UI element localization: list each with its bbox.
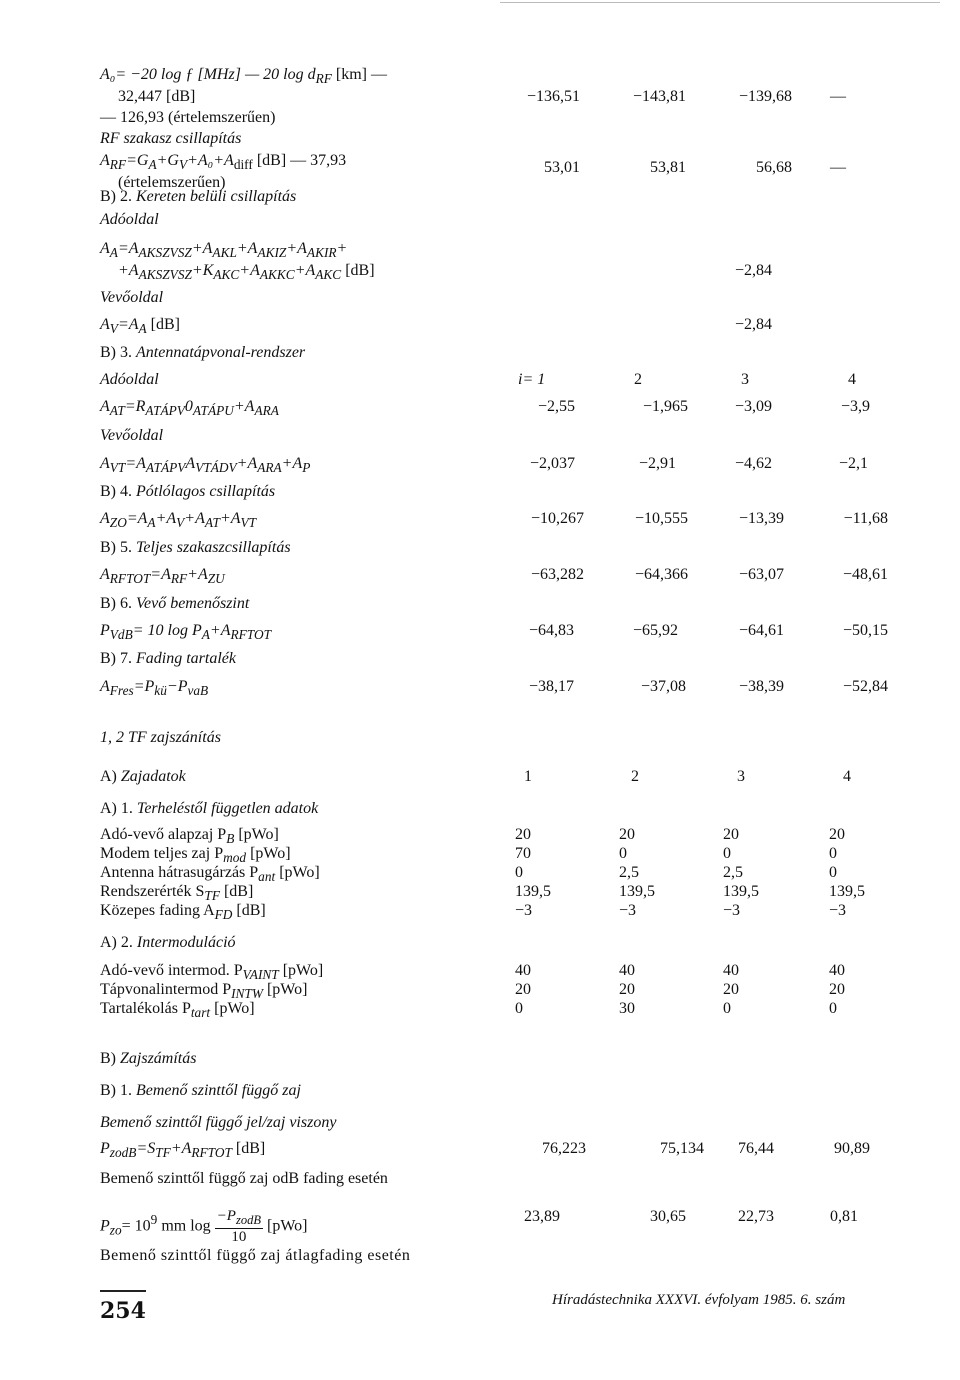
value-cell: −48,61 (842, 566, 888, 583)
formula-aa-line1: $A_A=A_{AKSZVSZ}+A_{AKL}+A_{AKIZ}+A_{AKIR}+$ (100, 240, 348, 261)
value-cell: −63,07 (738, 566, 784, 583)
section-b2-heading: B) 2. Kereten belüli csillapítás (100, 188, 297, 205)
value-cell: −2,84 (734, 262, 772, 279)
value-cell: −64,61 (738, 622, 784, 639)
value-cell: −65,92 (632, 622, 678, 639)
value-cell: −2,84 (734, 316, 772, 333)
section-b3-heading: B) 3. Antennatápvonal-rendszer (100, 344, 306, 361)
value-cell: 90,89 (834, 1140, 870, 1157)
value-cell: 22,73 (738, 1208, 774, 1225)
formula-av: $A_V=A_A$ [dB] (100, 316, 180, 337)
value-cell: −13,39 (738, 510, 784, 527)
value-cell: −2,91 (638, 455, 676, 472)
value-cell: −38,39 (738, 678, 784, 695)
formula-pzo: $P_{zo}= 10^9$ mm log $\frac{-P_{zodB}}{10}$ [pWo] (100, 1208, 308, 1246)
value-cell: −3,09 (734, 398, 772, 415)
row-label: Tápvonalintermod $P_{INTW}$ [pWo] (100, 981, 308, 1002)
value-cell: 53,01 (544, 159, 580, 176)
value-cell: 139,5 (829, 883, 865, 900)
formula-aat: $A_{AT}=R_{ATÁPV}0_{ATÁPU}+A_{ARA}$ (100, 398, 279, 419)
formula-pvdb: $P_{VdB}= 10$ $\log P_A+A_{RFTOT}$ (100, 622, 271, 643)
value-cell: −3 (723, 902, 741, 919)
value-cell: −3 (619, 902, 637, 919)
value-cell: −64,83 (528, 622, 574, 639)
value-cell: 30 (619, 1000, 635, 1017)
value-cell: 0 (619, 845, 627, 862)
value-cell: 70 (515, 845, 531, 862)
value-cell: 76,44 (738, 1140, 774, 1157)
value-cell: 75,134 (660, 1140, 704, 1157)
value-cell: 20 (829, 981, 845, 998)
index-label: 2 (634, 371, 642, 388)
value-cell: 23,89 (524, 1208, 560, 1225)
row-label: Közepes fading $A_{FD}$ [dB] (100, 902, 266, 923)
column-header: 4 (843, 768, 851, 785)
formula-azo: $A_{ZO}=A_A+A_V+A_{AT}+A_{VT}$ (100, 510, 257, 531)
formula-a0-line2: 32,447 [dB] (118, 88, 196, 105)
value-cell: 40 (829, 962, 845, 979)
value-cell: −1,965 (642, 398, 688, 415)
rx-side-label: Vevőoldal (100, 427, 164, 444)
value-cell: −3,9 (840, 398, 870, 415)
index-label: 3 (741, 371, 749, 388)
index-label: i= 1 (518, 371, 546, 388)
value-cell: −136,51 (526, 88, 580, 105)
section-a1-heading: A) 1. Terheléstől független adatok (100, 800, 319, 817)
value-cell: −37,08 (640, 678, 686, 695)
column-header: 3 (737, 768, 745, 785)
page-number: 254 (100, 1298, 146, 1324)
value-cell: −64,366 (634, 566, 688, 583)
formula-avt: $A_{VT}=A_{ATÁPV}A_{VTÁDV}+A_{ARA}+A_P$ (100, 455, 311, 476)
value-cell: 20 (515, 981, 531, 998)
value-cell: 0 (829, 1000, 837, 1017)
value-cell: −63,282 (530, 566, 584, 583)
value-cell: 40 (619, 962, 635, 979)
footer-rule (100, 1290, 146, 1292)
column-header: 2 (631, 768, 639, 785)
value-cell: 20 (829, 826, 845, 843)
index-label: 4 (848, 371, 856, 388)
section-bz-heading: B) Zajszámítás (100, 1050, 197, 1067)
value-cell: 30,65 (650, 1208, 686, 1225)
value-cell: 0 (829, 864, 837, 881)
row-label: Antenna hátrasugárzás $P_{ant}$ [pWo] (100, 864, 320, 885)
value-cell: 20 (723, 981, 739, 998)
value-cell: 40 (723, 962, 739, 979)
row-label: Adó-vevő intermod. $P_{VAINT}$ [pWo] (100, 962, 324, 983)
row-label: Modem teljes zaj $P_{mod}$ [pWo] (100, 845, 291, 866)
journal-footer: Híradástechnika XXXVI. évfolyam 1985. 6. szám (552, 1292, 846, 1308)
value-cell: −52,84 (842, 678, 888, 695)
formula-arf-line1: $A_{RF}=G_A+G_V+A_0+A_{diff}$ [dB] — 37,93 (100, 152, 347, 173)
formula-arftot: $A_{RFTOT}=A_{RF}+A_{ZU}$ (100, 566, 225, 587)
section-b4-heading: B) 4. Pótlólagos csillapítás (100, 483, 276, 500)
value-cell: 76,223 (542, 1140, 586, 1157)
top-rule (500, 2, 940, 3)
section-b5-heading: B) 5. Teljes szakaszcsillapítás (100, 539, 291, 556)
rf-attenuation-title: RF szakasz csillapítás (100, 130, 242, 147)
value-cell: −143,81 (632, 88, 686, 105)
value-cell: −11,68 (843, 510, 888, 527)
value-cell: −10,555 (634, 510, 688, 527)
value-cell: −10,267 (530, 510, 584, 527)
value-cell: 139,5 (515, 883, 551, 900)
row-label: Tartalékolás $P_{tart}$ [pWo] (100, 1000, 255, 1021)
value-cell: 20 (515, 826, 531, 843)
formula-aa-line2: $+A_{AKSZVSZ}+K_{AKC}+A_{AKKC}+A_{AKC}$ [dB] (118, 262, 375, 283)
snr-subtitle: Bemenő szinttől függő jel/zaj viszony (100, 1114, 337, 1131)
row-label: Adó-vevő alapzaj $P_B$ [pWo] (100, 826, 279, 847)
value-cell: 0 (515, 864, 523, 881)
value-cell: 0 (723, 845, 731, 862)
value-cell: −2,037 (529, 455, 575, 472)
value-cell: −3 (829, 902, 847, 919)
column-header: 1 (524, 768, 532, 785)
value-cell: −3 (515, 902, 533, 919)
value-cell: 40 (515, 962, 531, 979)
value-cell: 0 (829, 845, 837, 862)
section-bz1-heading: B) 1. Bemenő szinttől függő zaj (100, 1082, 301, 1099)
value-cell: −50,15 (842, 622, 888, 639)
value-cell: — (830, 88, 846, 105)
value-cell: −4,62 (734, 455, 772, 472)
value-cell: −38,17 (528, 678, 574, 695)
fraction: $\frac{-P_{zodB}}{10}$ (216, 1208, 261, 1246)
formula-a0-line3: — 126,93 (értelemszerűen) (100, 109, 276, 126)
noise-0db-line: Bemenő szinttől függő zaj odB fading esetén (100, 1170, 388, 1187)
tx-side-label: Adóoldal (100, 371, 159, 388)
value-cell: 20 (619, 981, 635, 998)
rx-side-label: Vevőoldal (100, 289, 164, 306)
section-a2-heading: A) 2. Intermoduláció (100, 934, 236, 951)
tf-noise-title: 1, 2 TF zajszánítás (100, 729, 221, 746)
value-cell: 139,5 (619, 883, 655, 900)
formula-pzodb: $P_{zodB}=S_{TF}+A_{RFTOT}$ [dB] (100, 1140, 266, 1161)
formula-a0-line1: A₀= −20 log ƒ [MHz] — 20 $\log d_{RF}$ [km] — (100, 66, 388, 87)
value-cell: 2,5 (619, 864, 639, 881)
section-a-heading: A) Zajadatok (100, 768, 186, 785)
value-cell: 20 (723, 826, 739, 843)
row-label: Rendszerérték $S_{TF}$ [dB] (100, 883, 254, 904)
value-cell: −2,1 (838, 455, 868, 472)
value-cell: 0 (515, 1000, 523, 1017)
value-cell: −139,68 (738, 88, 792, 105)
tx-side-label: Adóoldal (100, 211, 159, 228)
value-cell: −2,55 (537, 398, 575, 415)
value-cell: 56,68 (756, 159, 792, 176)
section-b7-heading: B) 7. Fading tartalék (100, 650, 236, 667)
noise-avg-fading-line: Bemenő szinttől függő zaj átlagfading esetén (100, 1247, 411, 1264)
formula-afres: $A_{Fres}=P_{kü}-P_{vaB}$ (100, 678, 209, 699)
formula-arf-line2: (értelemszerűen) (118, 174, 226, 191)
section-b6-heading: B) 6. Vevő bemenőszint (100, 595, 250, 612)
value-cell: 139,5 (723, 883, 759, 900)
value-cell: 53,81 (650, 159, 686, 176)
value-cell: 0 (723, 1000, 731, 1017)
value-cell: 0,81 (830, 1208, 858, 1225)
value-cell: 2,5 (723, 864, 743, 881)
value-cell: — (830, 159, 846, 176)
value-cell: 20 (619, 826, 635, 843)
